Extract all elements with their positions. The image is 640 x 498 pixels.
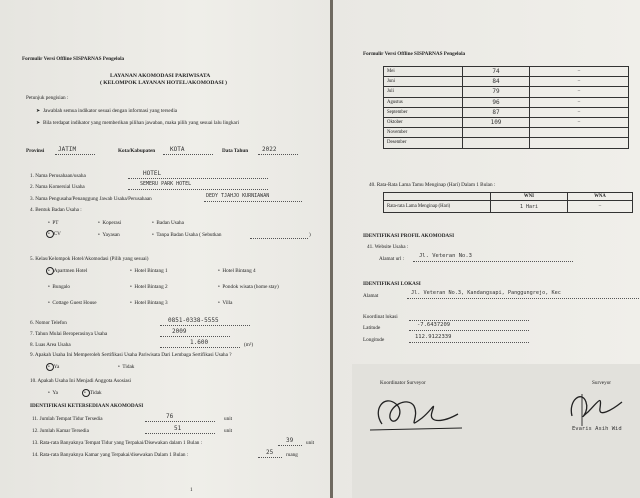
lama-wna-value[interactable]: – — [568, 201, 633, 213]
q6-label: 6. Nomor Telefon — [30, 320, 67, 326]
kota-label: Kota/Kabupaten — [118, 148, 156, 154]
q13-unit: unit — [306, 440, 315, 446]
value-cell[interactable]: 79 — [463, 87, 530, 97]
instruction-2: ➤ Bila terdapat indikator yang memberikan pilihan jawaban, maka pilih yang sesuai lalu lingkari — [36, 120, 240, 126]
table-row — [384, 107, 629, 117]
page-number-left: 1 — [190, 487, 193, 493]
option-pondok[interactable]: • Pondok wisata (home stay) — [218, 284, 279, 290]
q3-value[interactable]: DEDY TJAHJO KURNIAWAN — [206, 193, 270, 199]
extra-cell[interactable]: – — [530, 67, 629, 77]
option-badan-usaha[interactable]: • Badan Usaha — [152, 220, 184, 226]
q11-label: 11. Jumlah Tempat Tidur Tersedia — [32, 416, 103, 422]
extra-cell[interactable]: – — [530, 97, 629, 107]
q5-label: 5. Kelas/Kelompok Hotel/Akomodasi (Pilih yang sesuai) — [30, 256, 149, 262]
instructions-label: Petunjuk pengisian : — [26, 95, 69, 101]
q8-label: 8. Luas Area Usaha — [30, 342, 71, 348]
q13-label: 13. Rata-rata Banyaknya Tempat Tidur yang Terpakai/Disewakan dalam 1 Bulan : — [32, 440, 203, 446]
form-header: Formulir Versi Offline SISPARNAS Pengelola — [22, 56, 125, 62]
option-bintang3-text: Hotel Bintang 3 — [134, 300, 168, 306]
q11-unit: unit — [224, 416, 233, 422]
option-bintang2-text: Hotel Bintang 2 — [134, 284, 168, 290]
option-pondok-text: Pondok wisata (home stay) — [222, 284, 279, 290]
table-row — [384, 201, 633, 213]
section-lokasi: IDENTIFIKASI LOKASI — [363, 281, 421, 287]
month-cell: September — [384, 107, 463, 117]
alamat-url-label: Alamat url : — [379, 256, 405, 262]
row-lama: Rata-rata Lama Menginap (Hari) — [384, 201, 491, 213]
value-cell[interactable] — [463, 138, 530, 148]
q14-value[interactable]: 25 — [266, 449, 274, 456]
option-bintang3[interactable]: • Hotel Bintang 3 — [130, 300, 168, 306]
month-cell: Juli — [384, 87, 463, 97]
q1-value[interactable]: HOTEL — [143, 170, 162, 177]
option-pt-text: PT — [52, 220, 59, 226]
option-cottage[interactable]: • Cottage Guest House — [48, 300, 97, 306]
alamat-value[interactable]: Jl. Veteran No.3, Kandangsapi, Panggungrejo, Kec — [411, 290, 561, 296]
month-cell: Oktober — [384, 117, 463, 127]
col-wni: WNI — [491, 193, 568, 201]
option-pt[interactable]: • PT — [48, 220, 59, 226]
option-bintang4[interactable]: • Hotel Bintang 4 — [218, 268, 256, 274]
option-apartemen[interactable]: • Apartmen Hotel — [48, 268, 88, 274]
table-row — [384, 117, 629, 127]
month-cell: Juni — [384, 77, 463, 87]
q10-option-tidak-text: Tidak — [89, 390, 102, 396]
q9-option-tidak[interactable]: • Tidak — [118, 364, 135, 370]
longitude-label: Longitude — [363, 337, 385, 343]
option-cv-text: CV — [53, 231, 61, 237]
tahun-label: Data Tahun — [222, 148, 249, 154]
q12-value[interactable]: 51 — [174, 425, 182, 432]
month-cell: Agustus — [384, 97, 463, 107]
q9-option-tidak-text: Tidak — [122, 364, 135, 370]
surveyor-label: Surveyor — [592, 380, 612, 386]
alamat-url-value[interactable]: Jl. Veteran No.3 — [419, 253, 472, 259]
longitude-value[interactable]: 112.9122339 — [415, 334, 452, 340]
extra-cell[interactable]: – — [530, 77, 629, 87]
table-row — [384, 87, 629, 97]
kota-value[interactable]: KOTA — [170, 146, 185, 153]
option-villa-text: Villa — [222, 300, 233, 306]
option-tanpa-text: Tanpa Badan Usaha ( Sebutkan — [156, 232, 222, 238]
q10-option-ya[interactable]: • Ya — [48, 390, 58, 396]
form-header-right: Formulir Versi Offline SISPARNAS Pengelola — [363, 51, 466, 57]
table-row — [384, 97, 629, 107]
option-bungalo[interactable]: • Bungalo — [48, 284, 71, 290]
extra-cell[interactable]: – — [530, 107, 629, 117]
q8-unit: (m²) — [244, 342, 254, 348]
q12-label: 12. Jumlah Kamar Tersedia — [32, 428, 89, 434]
value-cell[interactable]: 74 — [463, 67, 530, 77]
section-ketersediaan: IDENTIFIKASI KETERSEDIAAN AKOMODASI — [30, 403, 144, 409]
option-badan-usaha-text: Badan Usaha — [156, 220, 184, 226]
extra-cell[interactable] — [530, 128, 629, 138]
option-cv[interactable]: • CV — [48, 231, 61, 237]
table-row — [384, 193, 633, 201]
month-cell: Desember — [384, 138, 463, 148]
value-cell[interactable] — [463, 128, 530, 138]
table-row — [384, 77, 629, 87]
q9-label: 9. Apakah Usaha Ini Memperoleh Sertifikasi Usaha Pariwisata Dari Lembaga Sertifikasi Usaha ? — [30, 352, 232, 358]
option-bintang1-text: Hotel Bintang 1 — [134, 268, 168, 274]
koordinat-label: Koordinat lokasi — [363, 314, 398, 320]
koordinator-label: Koordinator Surveyor — [380, 380, 426, 386]
month-cell: November — [384, 128, 463, 138]
option-bintang2[interactable]: • Hotel Bintang 2 — [130, 284, 168, 290]
q3-label: 3. Nama Pengusaha/Penanggung Jawab Usaha/Perusahaan — [30, 196, 152, 202]
q10-option-tidak[interactable]: • Tidak — [84, 390, 102, 396]
option-bintang4-text: Hotel Bintang 4 — [222, 268, 256, 274]
section-profil: IDENTIFIKASI PROFIL AKOMODASI — [363, 233, 455, 239]
option-cottage-text: Cottage Guest House — [52, 300, 97, 306]
q13-value[interactable]: 39 — [286, 437, 294, 444]
tahun-value[interactable]: 2022 — [262, 146, 277, 153]
lama-wni-value[interactable]: 1 Hari — [491, 201, 568, 213]
provinsi-label: Provinsi — [26, 148, 45, 154]
q1-label: 1. Nama Perusahaan/usaha — [30, 173, 86, 179]
signature-area — [352, 364, 640, 498]
month-cell: Mei — [384, 67, 463, 77]
option-apartemen-text: Apartmen Hotel — [53, 268, 88, 274]
koordinator-signature — [362, 388, 472, 438]
lama-menginap-table — [383, 192, 633, 213]
value-cell[interactable]: 87 — [463, 107, 530, 117]
extra-cell[interactable] — [530, 138, 629, 148]
q7-label: 7. Tahun Mulai Beroperasinya Usaha — [30, 331, 108, 337]
latitude-label: Latitude — [363, 325, 381, 331]
instruction-1: ➤ Jawablah semua indikator sesuai dengan informasi yang tersedia — [36, 108, 178, 114]
option-bungalo-text: Bungalo — [52, 284, 71, 290]
extra-cell[interactable]: – — [530, 87, 629, 97]
monthly-table — [383, 66, 629, 149]
value-cell[interactable]: 96 — [463, 97, 530, 107]
option-tanpa-badan-usaha[interactable]: • Tanpa Badan Usaha ( Sebutkan — [152, 232, 222, 238]
q12-unit: unit — [224, 428, 233, 434]
surveyor-name: Evaris Asih Wid — [572, 426, 622, 432]
value-cell[interactable]: 84 — [463, 77, 530, 87]
q14-unit: ruang — [286, 452, 298, 458]
table-row — [384, 128, 629, 138]
value-cell[interactable]: 109 — [463, 117, 530, 127]
q2-label: 2. Nama Komersial Usaha — [30, 184, 85, 190]
form-subtitle: ( KELOMPOK LAYANAN HOTEL/AKOMODASI ) — [100, 80, 228, 86]
latitude-value[interactable]: -7.6437209 — [417, 322, 451, 328]
q8-value[interactable]: 1.600 — [190, 339, 209, 346]
option-koperasi-text: Koperasi — [102, 220, 122, 226]
q14-label: 14. Rata-rata Banyaknya Kamar yang Terpakai/disewakan Dalam 1 Bulan : — [32, 452, 189, 458]
table-row — [384, 67, 629, 77]
instruction-2-text: Bila terdapat indikator yang memberikan pilihan jawaban, maka pilih yang sesuai lalu lingkari — [42, 120, 240, 126]
form-title: LAYANAN AKOMODASI PARIWISATA — [110, 73, 211, 79]
q9-option-ya[interactable]: • Ya — [48, 364, 60, 370]
q41-label: 41. Website Usaha : — [367, 244, 409, 250]
q9-option-ya-text: Ya — [53, 364, 60, 370]
table-row — [384, 138, 629, 148]
col-wna: WNA — [568, 193, 633, 201]
alamat-label: Alamat — [363, 293, 379, 299]
q10-label: 10. Apakah Usaha Ini Menjadi Anggota Asosiasi — [30, 378, 131, 384]
instruction-1-text: Jawablah semua indikator sesuai dengan informasi yang tersedia — [42, 108, 178, 114]
option-bintang1[interactable]: • Hotel Bintang 1 — [130, 268, 168, 274]
option-yayasan-text: Yayasan — [102, 232, 120, 238]
q40-label: 40. Rata-Rata Lama Tamu Menginap (Hari) Dalam 1 Bulan : — [369, 182, 496, 188]
option-villa[interactable]: • Villa — [218, 300, 233, 306]
q6-value[interactable]: 0851-0338-5555 — [168, 317, 219, 324]
paren-close: ) — [309, 232, 311, 238]
extra-cell[interactable]: – — [530, 117, 629, 127]
q10-option-ya-text: Ya — [52, 390, 58, 396]
q2-value[interactable]: SEMERU PARK HOTEL — [140, 181, 192, 187]
q4-label: 4. Bentuk Badan Usaha : — [30, 207, 82, 213]
option-koperasi[interactable]: • Koperasi — [98, 220, 122, 226]
provinsi-value[interactable]: JATIM — [58, 146, 77, 153]
q11-value[interactable]: 76 — [166, 413, 174, 420]
q7-value[interactable]: 2009 — [172, 328, 187, 335]
option-yayasan[interactable]: • Yayasan — [98, 232, 120, 238]
